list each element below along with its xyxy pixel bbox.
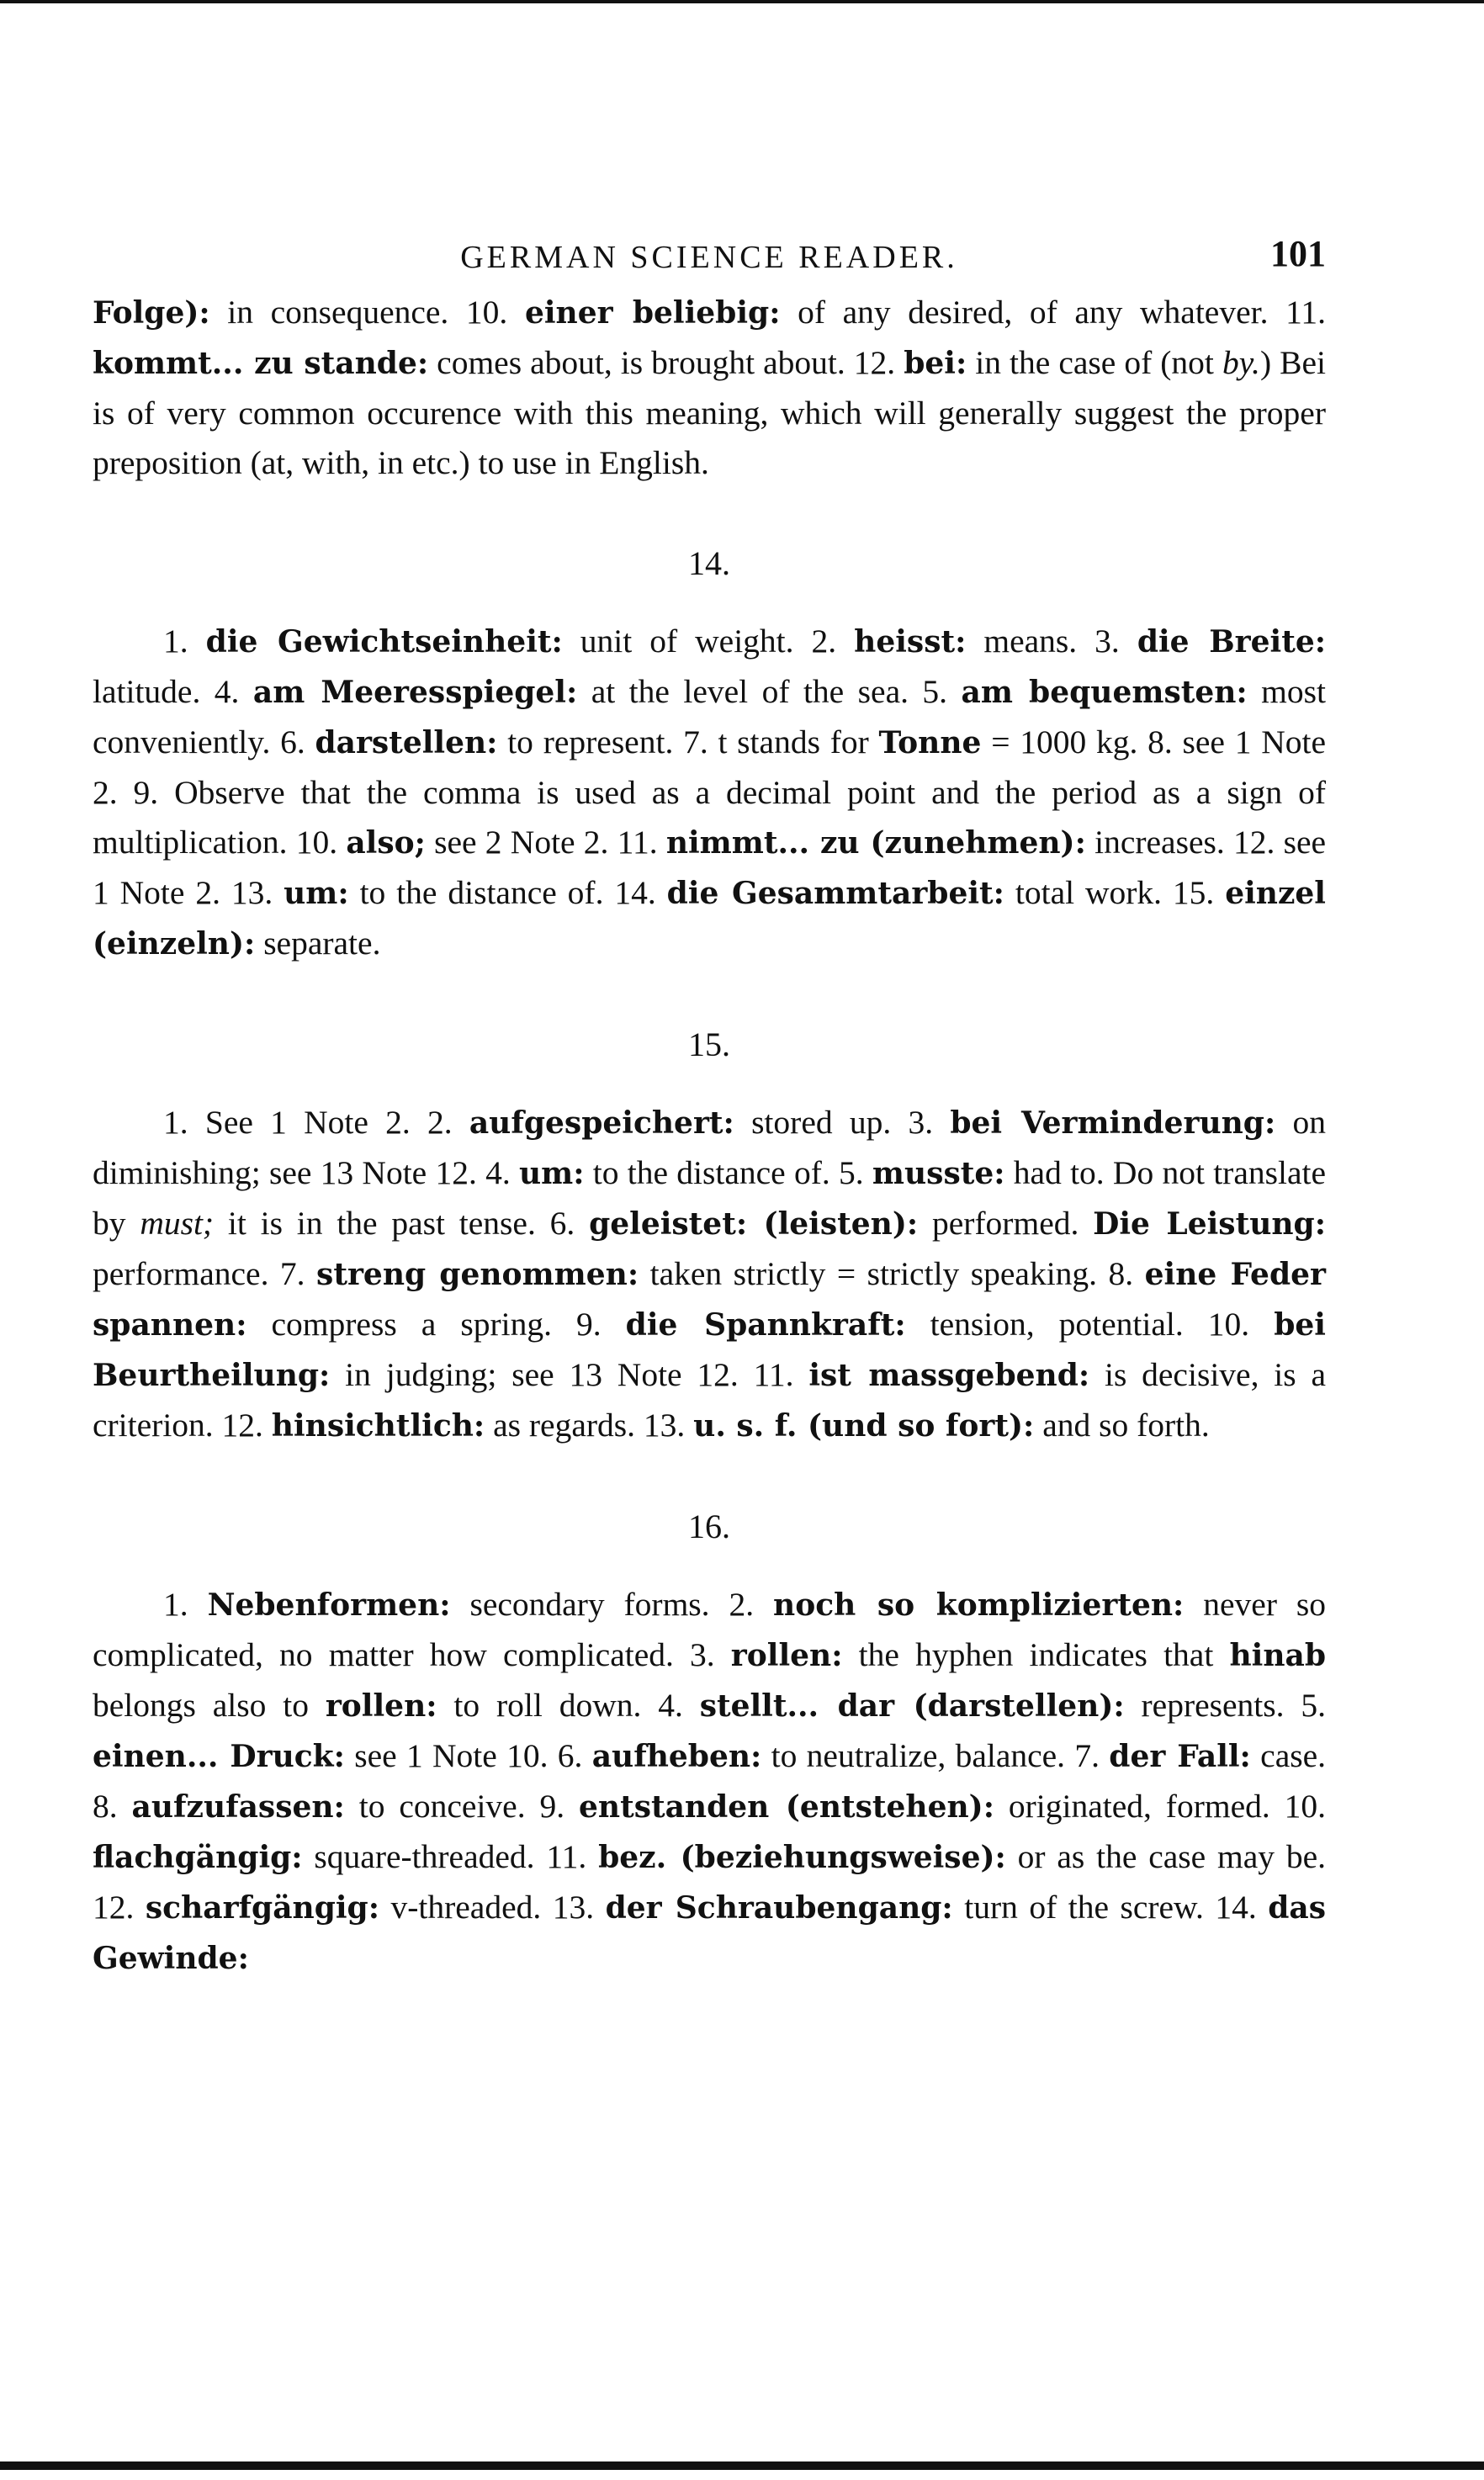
bottom-rule — [0, 2461, 1484, 2470]
page-number: 101 — [1270, 233, 1326, 274]
notes-paragraph: 1. Nebenformen: secondary forms. 2. noch so komplizierten: never so complicated, no matter how complicated. 3. rollen: the hyphen indicates that hinab belongs also to rollen: to roll down. 4. stellt... dar (darstellen): represents. 5. einen... Druck: see 1 Note 10. 6. aufheben: to neutralize, balance. 7. der Fall: case. 8. aufzufassen: to conceive. 9. entstanden (entstehen): originated, formed. 10. flachgängig: square-threaded. 11. bez. (beziehungsweise): or as the case may be. 12. scharfgängig: v-threaded. 13. der Schraubengang: turn of the screw. 14. das Gewinde: — [93, 1586, 1327, 1976]
section-heading-16: 16. — [688, 1508, 730, 1545]
top-rule — [0, 0, 1484, 3]
notes-paragraph: Folge): in consequence. 10. einer beliebig: of any desired, of any whatever. 11. kommt... zu stande: comes about, is brought about. 12. bei: in the case of (not by.) Bei is of very common occurence with this meaning, which will generally suggest the proper preposition (at, with, in etc.) to use in English. — [93, 294, 1326, 481]
notes-section-14 — [93, 617, 1326, 969]
section-heading-14: 14. — [688, 544, 730, 582]
section-heading-15: 15. — [688, 1025, 730, 1063]
running-title: GERMAN SCIENCE READER. — [460, 240, 958, 275]
notes-paragraph: 1. See 1 Note 2. 2. aufgespeichert: stored up. 3. bei Verminderung: on diminishing; see 13 Note 12. 4. um: to the distance of. 5. musste: had to. Do not translate by must; it is in the past tense. 6. geleistet: (leisten): performed. Die Leistung: performance. 7. streng genommen: taken strictly = strictly speaking. 8. eine Feder spannen: compress a spring. 9. die Spannkraft: tension, potential. 10. bei Beurtheilung: in judging; see 13 Note 12. 11. ist massgebend: is decisive, is a criterion. 12. hinsichtlich: as regards. 13. u. s. f. (und so fort): and so forth. — [93, 1104, 1327, 1444]
notes-continuation — [93, 288, 1326, 488]
notes-section-16 — [93, 1580, 1326, 1984]
notes-paragraph: 1. die Gewichtseinheit: unit of weight. 2. heisst: means. 3. die Breite: latitude. 4. am Meeresspiegel: at the level of the sea. 5. am bequemsten: most conveniently. 6. darstellen: to represent. 7. t stands for Tonne = 1000 kg. 8. see 1 Note 2. 9. Observe that the comma is used as a decimal point and the period as a sign of multiplication. 10. also; see 2 Note 2. 11. nimmt... zu (zunehmen): increases. 12. see 1 Note 2. 13. um: to the distance of. 14. die Gesammtarbeit: total work. 15. einzel (einzeln): separate. — [93, 623, 1327, 962]
notes-section-15 — [93, 1098, 1326, 1451]
page — [93, 220, 1326, 1984]
page-header — [93, 220, 1326, 288]
